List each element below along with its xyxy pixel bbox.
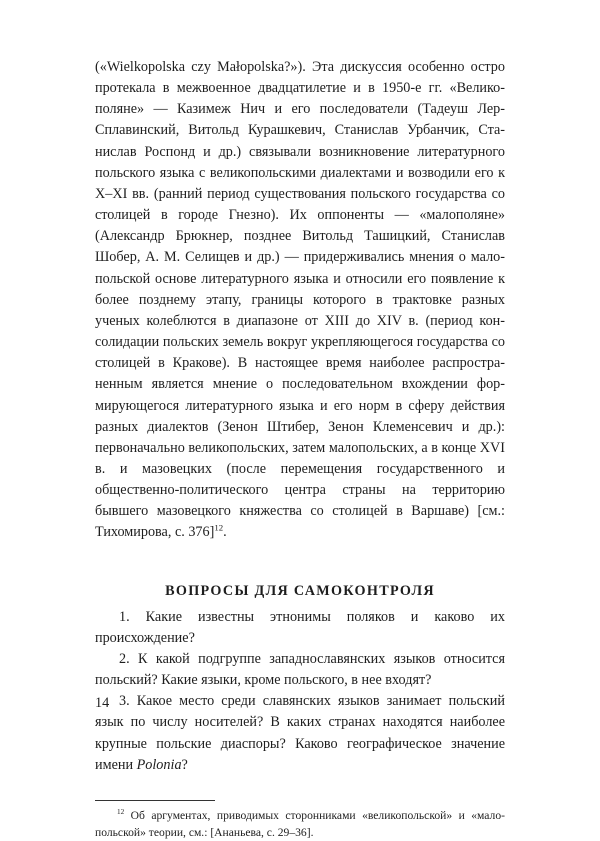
question-text-end: ? — [181, 756, 188, 773]
paragraph-line: и общественно-политического центра страны на территорию — [95, 460, 506, 499]
paragraph-line: Тихомирова, с. 376] — [95, 524, 215, 541]
paragraph-line: («Wielkopolska czy Małopolska?»). Эта дискуссия особенно остро — [95, 59, 505, 75]
paragraph-line: к X–XI вв. (ранний период существования польского государства — [95, 164, 506, 202]
italic-term: Polonia — [136, 756, 182, 773]
paragraph-line: со столицей в городе Гнезно). Их оппоненты — «малополяне» — [95, 185, 505, 224]
footnote — [95, 807, 505, 841]
paragraph-line: нислав Роспонд и др.) связывали возникновение литературного — [95, 143, 505, 160]
question-list — [95, 607, 505, 776]
paragraph-line: протекала в межвоенное двадцатилетие и в 1950-е гг. «Велико- — [95, 80, 505, 97]
paragraph-line: поляне» — Казимеж Нич и его последователи (Тадеуш Лер- — [95, 101, 505, 118]
page-number: 14 — [95, 695, 110, 711]
footnote-text: Об аргументах, приводимых сторонниками «великопольской» и «мало-польской» теории, см.: [Ананьева, с. 29–36]. — [95, 808, 505, 839]
paragraph-line: польского языка с великопольскими диалектами и возводили его — [95, 164, 494, 181]
footnote-divider — [95, 800, 215, 801]
paragraph-line: ненным является мнение о последовательном вхождении фор- — [95, 376, 505, 393]
question-text: 3. Какое место среди славянских языков занимает польский язык по числу носителей? В каких странах находятся наиболее крупные польские диаспоры? Каково географическое значение имени — [95, 693, 505, 773]
paragraph-line: Сплавинский, Витольд Курашкевич, Станислав Урбанчик, Ста- — [95, 122, 505, 139]
footnote-number: 12 — [117, 807, 125, 816]
question-item: 2. К какой подгруппе западнославянских языков относится польский? Какие языки, кроме польского, в нее входят? — [95, 650, 505, 689]
paragraph-line: мирующегося литературного языка и его норм в сферу действия — [95, 397, 505, 414]
question-item: 1. Какие известны этнонимы поляков и каково их происхождение? — [95, 608, 505, 646]
section-heading: ВОПРОСЫ ДЛЯ САМОКОНТРОЛЯ — [165, 582, 435, 599]
question-item — [95, 691, 505, 776]
paragraph-line: Шобер, А. М. Селищев и др.) — придерживались мнения о мало- — [95, 249, 505, 266]
paragraph-line: со столицей в Кракове). В настоящее время наиболее распростра- — [95, 334, 506, 372]
paragraph-line: солидации польских земель вокруг укрепляющегося государства — [95, 334, 488, 351]
paragraph-line: (Александр Брюкнер, позднее Витольд Ташицкий, Станислав — [95, 228, 505, 245]
page-content — [95, 57, 505, 841]
paragraph-line: разных диалектов (Зенон Штибер, Зенон Клеменсевич и др.): — [95, 418, 505, 435]
paragraph-line: XVI в. и мазовецких (после перемещения государственного — [95, 439, 506, 477]
paragraph-line: первоначально великопольских, затем малопольских, а в конце — [95, 439, 477, 456]
main-paragraph: («Wielkopolska czy Małopolska?»). Эта дискуссия особенно остро протекала в межвоенное двадцатилетие и в 1950-е гг. «Велико- поляне» — Казимеж Нич и его последователи (Тадеуш Лер- Сплавинский, Витольд Курашкевич, Станислав Урбанчик, Ста- нислав Роспонд и др.) связывали возникновение литературного польского языка с великопольскими диалектами и возводили его к X–XI вв. (ранний период существования польского государства со столицей в городе Гнезно). Их оппоненты — «малополяне» (Александр Брюкнер, позднее Витольд Ташицкий, Станислав Шобер, А. М. Селищев и др.) — придерживались мнения о мало- польской основе литературного языка и относили его появление к более позднему этапу, границы которого в трактовке разных ученых колеблются в диапазоне от XIII до XIV в. (период кон- солидации польских земель вокруг укрепляющегося государства со столицей в Кракове). В настоящее время наиболее распростра- ненным является мнение о последовательном вхождении фор- мирующегося литературного языка и его норм в сферу действия разных диалектов (Зенон Штибер, Зенон Клеменсевич и др.): первоначально великопольских, затем малопольских, а в конце XVI в. и мазовецких (после перемещения государственного и общественно-политического центра страны на территорию бывшего мазовецкого княжества со столицей в Варшаве) [см.: Тихомирова, с. 376]$^{12}$. — [95, 59, 506, 541]
paragraph-line: польской основе литературного языка и относили его появление — [95, 270, 494, 287]
footnote-reference[interactable]: 12 — [214, 522, 224, 533]
paragraph-line: к более позднему этапу, границы которого в трактовке разных — [95, 270, 506, 308]
paragraph-line: ученых колеблются в диапазоне от XIII до XIV в. (период кон- — [95, 312, 505, 329]
paragraph-line: бывшего мазовецкого княжества со столицей в Варшаве) [см.: — [95, 503, 505, 520]
